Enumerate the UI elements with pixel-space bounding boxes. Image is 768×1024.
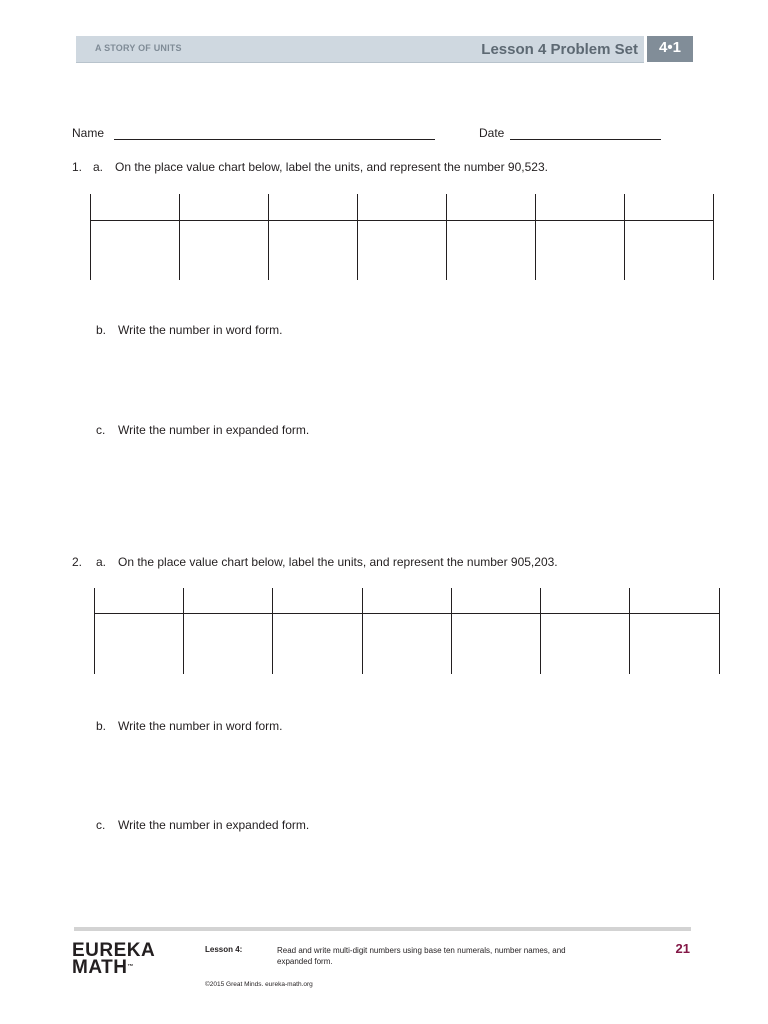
chart-1-divider [268,194,269,280]
footer-lesson-description: Read and write multi-digit numbers using base ten numerals, number names, and expanded form. [277,946,566,966]
chart-2-divider [183,588,184,674]
place-value-chart-2[interactable] [94,588,720,674]
problem-2b-text: Write the number in word form. [118,719,283,733]
logo-line-1: EUREKA [72,940,156,961]
place-value-chart-1[interactable] [90,194,714,280]
problem-2-number: 2. [72,555,83,569]
chart-1-divider [357,194,358,280]
chart-2-divider [362,588,363,674]
name-field-line[interactable] [114,139,435,140]
logo-line-2 [72,959,155,976]
chart-1-divider [90,194,91,280]
lesson-title: Lesson 4 Problem Set [481,41,638,58]
problem-1b-text: Write the number in word form. [118,323,283,337]
problem-2c-text: Write the number in expanded form. [118,818,310,832]
chart-2-divider [540,588,541,674]
chart-1-divider [446,194,447,280]
chart-2-divider [451,588,452,674]
footer-lesson-label: Lesson 4: [205,945,243,954]
chart-2-divider [719,588,720,674]
problem-1a-letter: a. [93,160,104,174]
chart-1-divider [535,194,536,280]
problem-2a-letter: a. [96,555,107,569]
date-label: Date [479,126,505,140]
problem-2c-letter: c. [96,818,106,832]
copyright: ©2015 Great Minds. eureka-math.org [205,981,313,988]
problem-1b-letter: b. [96,323,107,337]
problem-1a-text: On the place value chart below, label the units, and represent the number 90,523. [115,160,548,174]
chart-1-header-line [90,220,714,221]
name-label: Name [72,126,105,140]
chart-2-divider [272,588,273,674]
problem-1c-text: Write the number in expanded form. [118,423,310,437]
chart-2-divider [629,588,630,674]
eureka-math-logo [72,942,155,976]
problem-2a-text: On the place value chart below, label the units, and represent the number 905,203. [118,555,558,569]
chart-1-divider [713,194,714,280]
story-title: A STORY OF UNITS [95,43,182,53]
chart-2-divider [94,588,95,674]
footer-rule [74,927,691,931]
chart-1-divider [624,194,625,280]
logo-line-2-text: MATH [72,957,128,978]
problem-1c-letter: c. [96,423,106,437]
logo-trademark: ™ [127,964,134,970]
problem-2b-letter: b. [96,719,107,733]
page-number: 21 [675,941,690,956]
problem-1-number: 1. [72,160,83,174]
chart-2-header-line [94,613,720,614]
grade-module-badge: 4•1 [647,36,693,62]
chart-1-divider [179,194,180,280]
date-field-line[interactable] [510,139,661,140]
